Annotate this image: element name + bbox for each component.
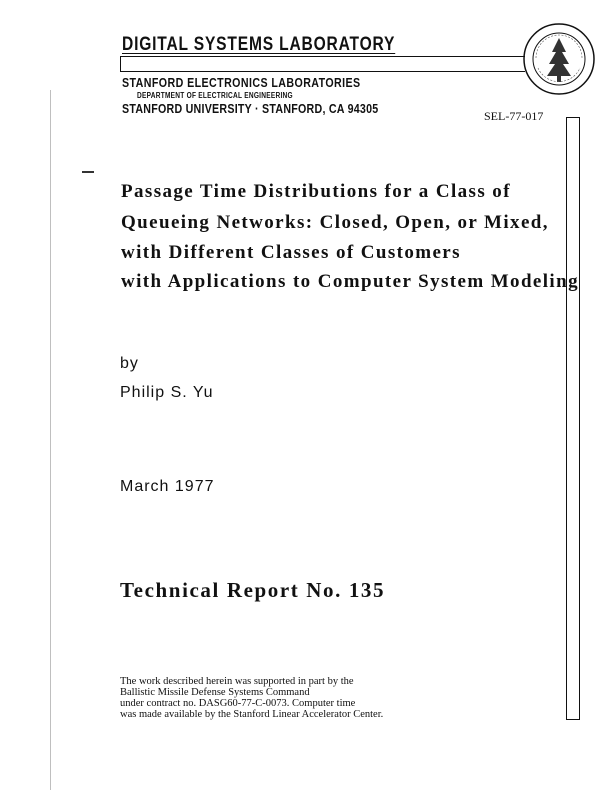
title-line-3: with Different Classes of Customers [121, 242, 461, 263]
author-name: Philip S. Yu [120, 384, 214, 401]
lab-name: DIGITAL SYSTEMS LABORATORY [122, 34, 396, 55]
acknowledgment-line: The work described herein was supported in part by the [120, 676, 354, 687]
letterhead-rule [120, 56, 525, 72]
report-number: SEL-77-017 [484, 109, 544, 123]
byline-by: by [120, 355, 139, 372]
title-line-4: with Applications to Computer System Modeling [121, 271, 579, 292]
technical-report-number: Technical Report No. 135 [120, 578, 386, 602]
sub-lab-name: STANFORD ELECTRONICS LABORATORIES [122, 75, 361, 90]
university-seal-icon [522, 22, 596, 96]
title-line-1: Passage Time Distributions for a Class of [121, 181, 511, 202]
department-name: DEPARTMENT OF ELECTRICAL ENGINEERING [137, 91, 293, 100]
acknowledgment-line: under contract no. DASG60-77-C-0073. Computer time [120, 698, 356, 709]
acknowledgment-line: Ballistic Missile Defense Systems Command [120, 687, 310, 698]
publication-date: March 1977 [120, 478, 215, 495]
address: STANFORD UNIVERSITY · STANFORD, CA 94305 [122, 101, 379, 116]
margin-box [566, 117, 580, 720]
scan-mark [82, 171, 94, 173]
scan-edge-line [50, 90, 51, 790]
acknowledgment-line: was made available by the Stanford Linear Accelerator Center. [120, 709, 384, 720]
title-line-2: Queueing Networks: Closed, Open, or Mixed, [121, 212, 549, 233]
